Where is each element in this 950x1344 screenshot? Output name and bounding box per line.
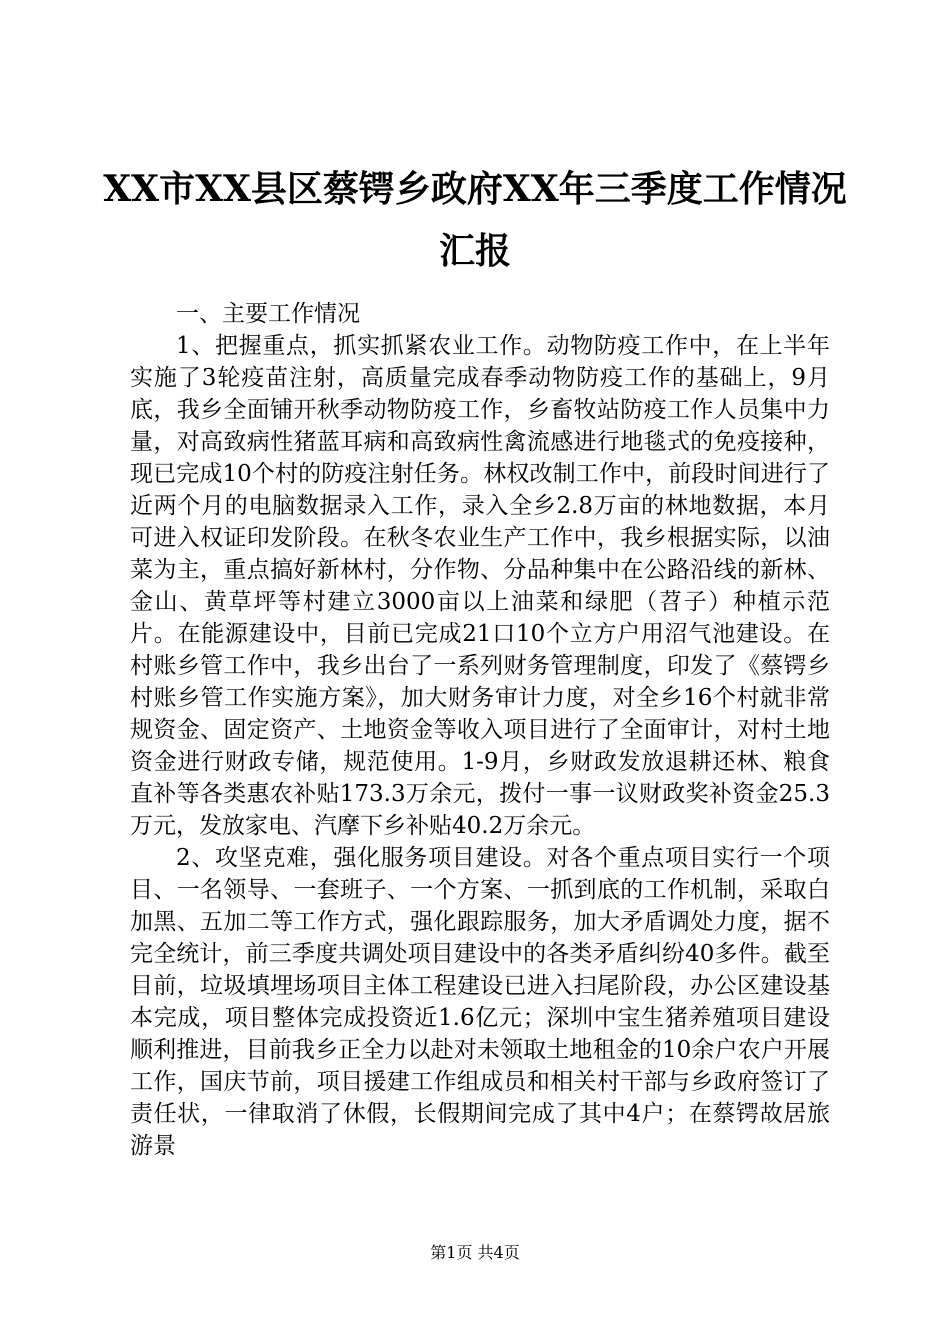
paragraph: 2、攻坚克难，强化服务项目建设。对各个重点项目实行一个项目、一名领导、一套班子、一个方案、一抓到底的工作机制，采取白加黑、五加二等工作方式，强化跟踪服务，加大矛盾调处力度，据不完全统计，前三季度共调处项目建设中的各类矛盾纠纷40多件。截至目前，垃圾填埋场项目主体工程建设已进入扫尾阶段，办公区建设基本完成，项目整体完成投资近1.6亿元；深圳中宝生猪养殖项目建设顺利推进，目前我乡正全力以赴对未领取土地租金的10余户农户开展工作，国庆节前，项目援建工作组成员和相关村干部与乡政府签订了责任状，一律取消了休假，长假期间完成了其中4户；在蔡锷故居旅游景 — [130, 845, 830, 1159]
page-footer: 第1页 共4页 — [430, 1243, 520, 1262]
document-body — [130, 298, 830, 1162]
document-title: XX市XX县区蔡锷乡政府XX年三季度工作情况汇报 — [103, 168, 847, 272]
paragraph: 1、把握重点，抓实抓紧农业工作。动物防疫工作中，在上半年实施了3轮疫苗注射，高质量完成春季动物防疫工作的基础上，9月底，我乡全面铺开秋季动物防疫工作，乡畜牧站防疫工作人员集中力量，对高致病性猪蓝耳病和高致病性禽流感进行地毯式的免疫接种，现已完成10个村的防疫注射任务。林权改制工作中，前段时间进行了近两个月的电脑数据录入工作，录入全乡2.8万亩的林地数据，本月可进入权证印发阶段。在秋冬农业生产工作中，我乡根据实际，以油菜为主，重点搞好新林村，分作物、分品种集中在公路沿线的新林、金山、黄草坪等村建立3000亩以上油菜和绿肥（苕子）种植示范片。在能源建设中，目前已完成21口10个立方户用沼气池建设。在村账乡管工作中，我乡出台了一系列财务管理制度，印发了《蔡锷乡村账乡管工作实施方案》，加大财务审计力度，对全乡16个村就非常规资金、固定资产、土地资金等收入项目进行了全面审计，对村土地资金进行财政专储，规范使用。1-9月，乡财政发放退耕还林、粮食直补等各类惠农补贴173.3万余元，拨付一事一议财政奖补资金25.3万元，发放家电、汽摩下乡补贴40.2万余元。 — [130, 333, 830, 839]
section-heading: 一、主要工作情况 — [176, 301, 360, 327]
